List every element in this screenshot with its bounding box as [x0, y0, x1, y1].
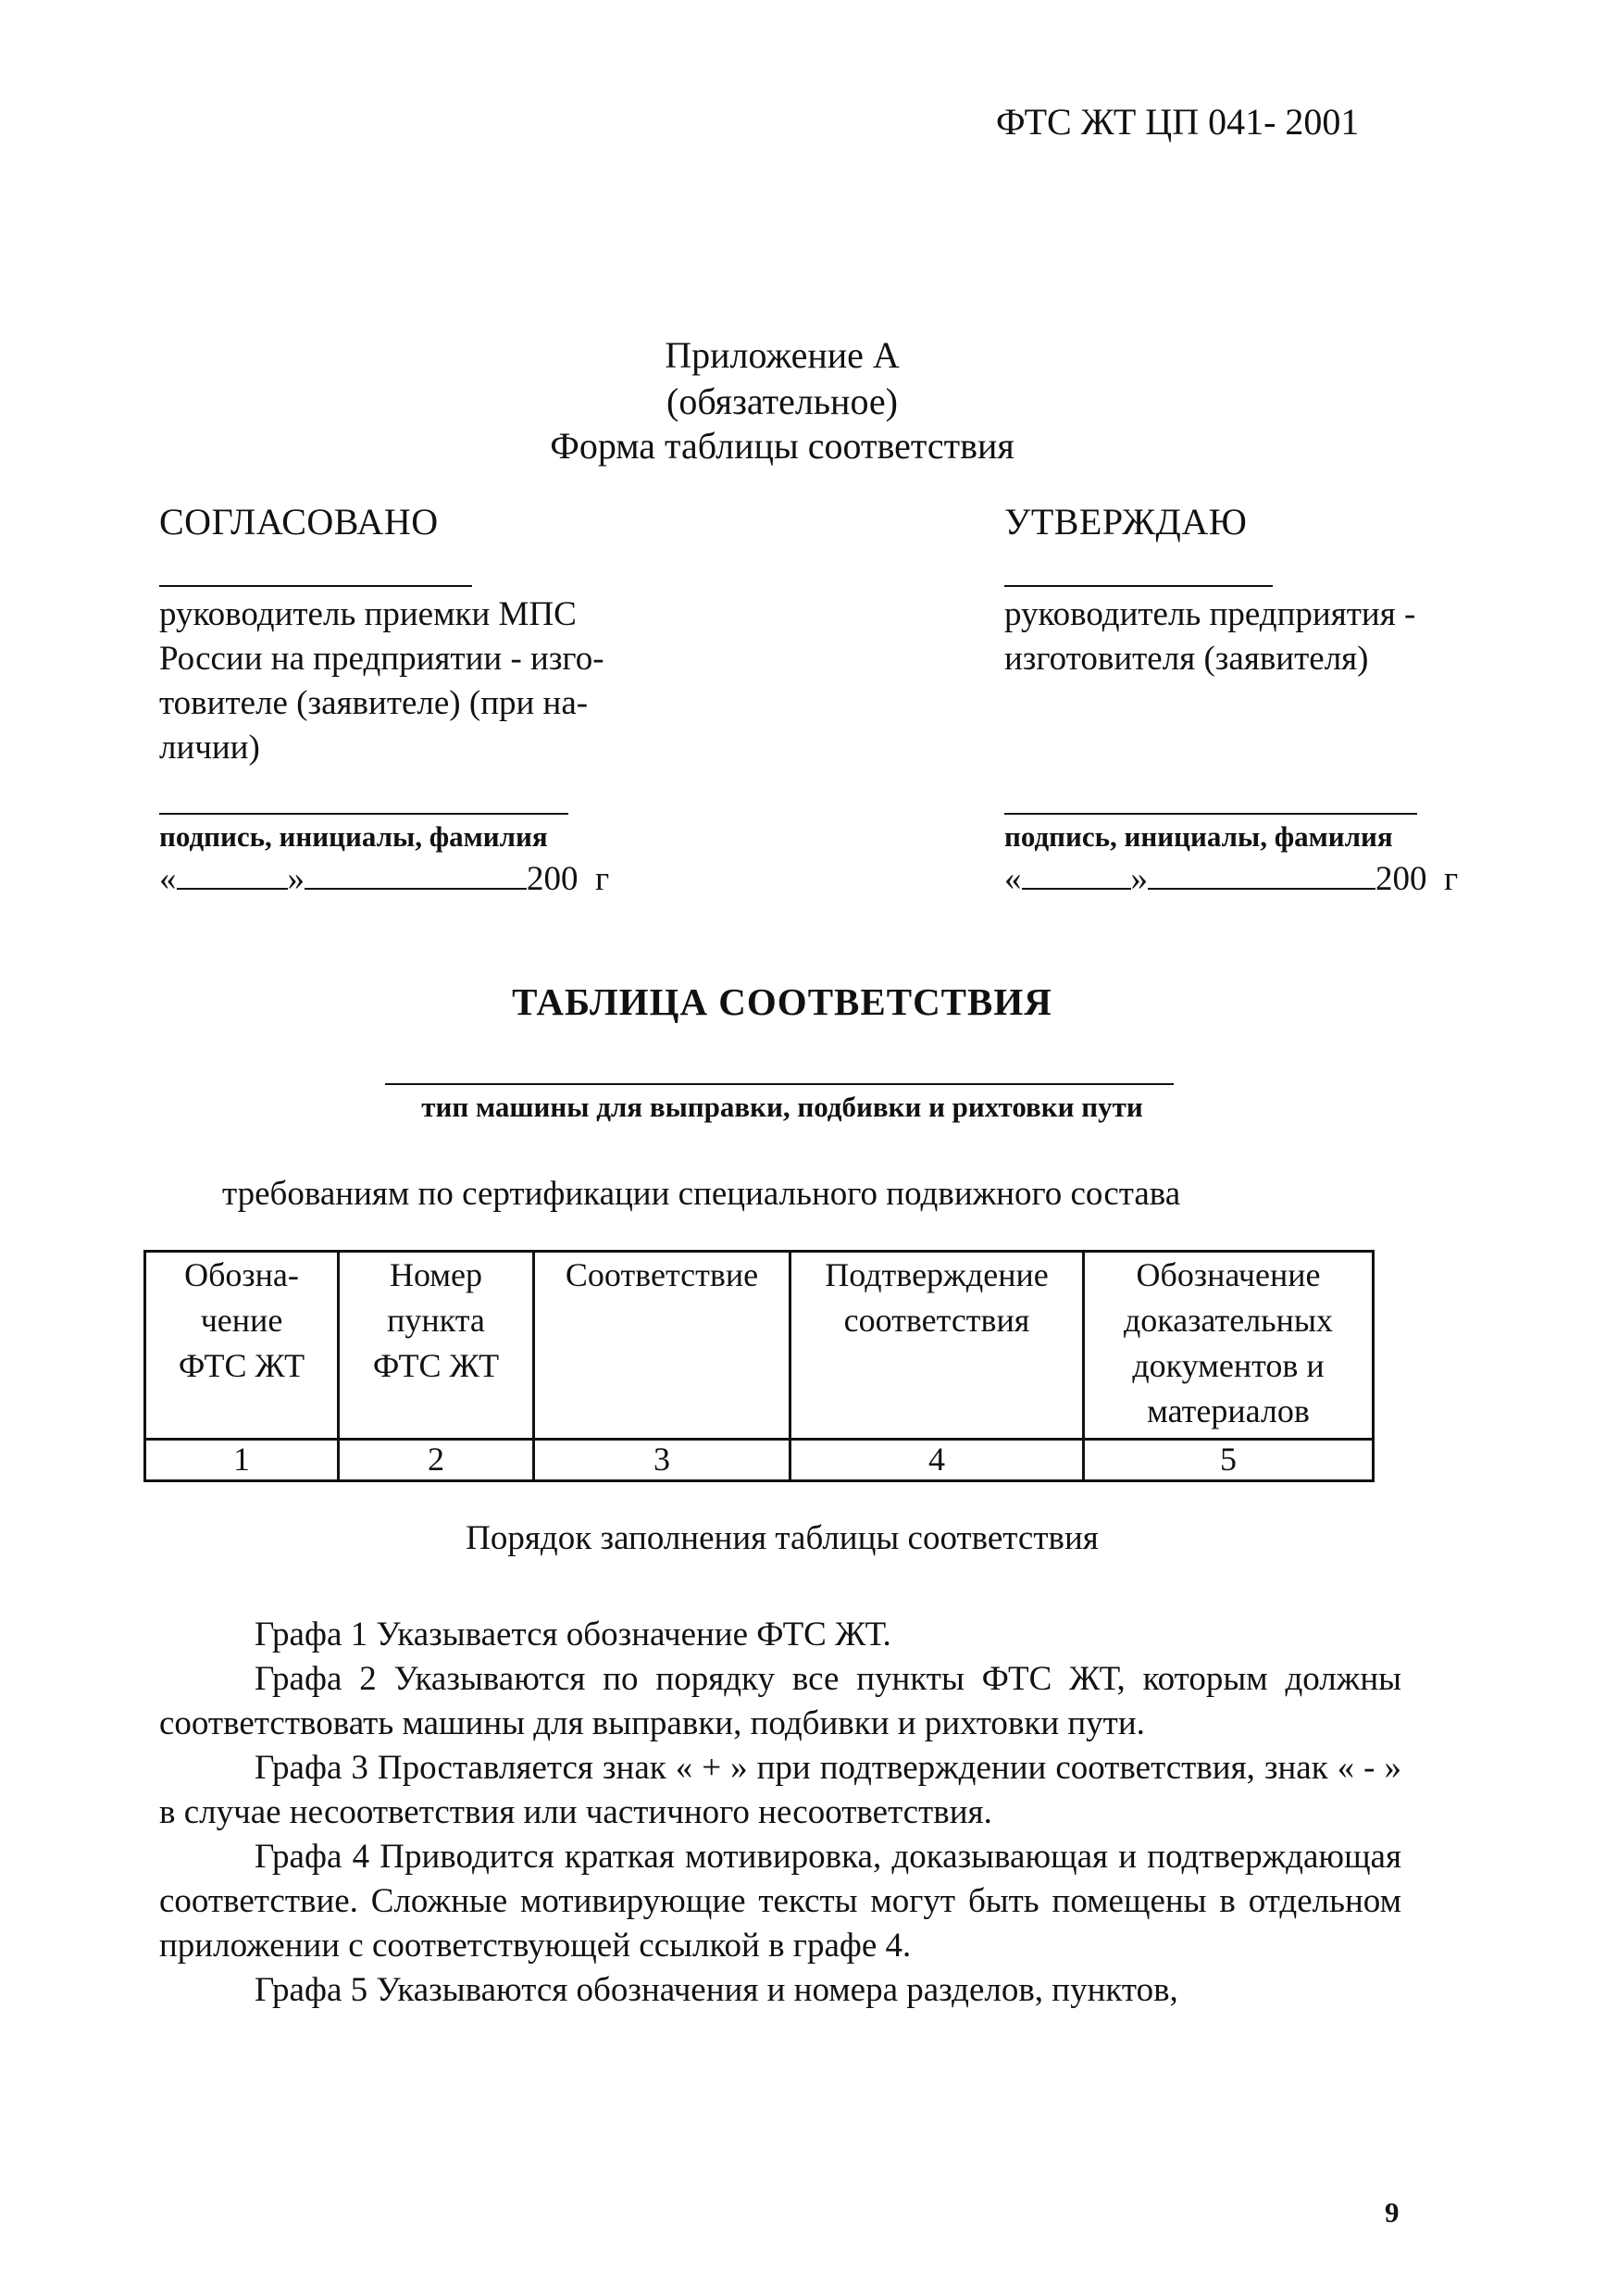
- agreed-line-4: личии): [159, 729, 260, 767]
- agreed-position-line: [159, 585, 472, 587]
- column-number-3: 3: [534, 1440, 790, 1481]
- header-text-evidence-documents: Обозначение доказательных документов и материалов: [1123, 1256, 1334, 1429]
- conformity-table-title: ТАБЛИЦА СООТВЕТСТВИЯ: [512, 980, 1052, 1023]
- requirements-line: требованиям по сертификации специального подвижного состава: [222, 1175, 1181, 1213]
- header-cell-designation: [145, 1252, 339, 1440]
- agreed-day-blank: [177, 860, 288, 890]
- agreed-line-2: России на предприятии - изго-: [159, 640, 604, 678]
- agreed-date-close-quote: »: [287, 860, 305, 898]
- approved-line-2: изготовителя (заявителя): [1004, 640, 1369, 678]
- approved-heading: УТВЕРЖДАЮ: [1004, 501, 1248, 543]
- conformity-table: [143, 1250, 1375, 1482]
- instruction-paragraph-2: Графа 2 Указываются по порядку все пункты ФТС ЖТ, которым должны соответствовать машины для выправки, подбивки и рихтовки пути.: [159, 1660, 1401, 1742]
- instructions-body: [159, 1613, 1401, 2013]
- header-text-clause-number: Номер пункта ФТС ЖТ: [372, 1256, 500, 1384]
- column-number-2: 2: [339, 1440, 534, 1481]
- agreed-heading: СОГЛАСОВАНО: [159, 501, 439, 543]
- approved-signature-caption: подпись, инициалы, фамилия: [1004, 820, 1393, 853]
- agreed-position-text: [159, 593, 604, 770]
- approved-date-close-quote: »: [1130, 860, 1148, 898]
- approved-date-row: [1004, 859, 1458, 899]
- instruction-paragraph-5: Графа 5 Указываются обозначения и номера разделов, пунктов,: [255, 1971, 1178, 2009]
- appendix-title: Приложение А: [665, 334, 900, 376]
- page-number: 9: [1385, 2196, 1400, 2228]
- machine-type-caption: тип машины для выправки, подбивки и рихтовки пути: [421, 1091, 1143, 1123]
- agreed-date-open-quote: «: [159, 860, 177, 898]
- header-cell-confirmation: [790, 1252, 1084, 1440]
- approved-position-text: [1004, 593, 1415, 681]
- column-number-5: 5: [1084, 1440, 1374, 1481]
- instruction-paragraph-3: Графа 3 Проставляется знак « + » при подтверждении соответствия, знак « - » в случае несоответствия или частичного несоответствия.: [159, 1749, 1401, 1831]
- agreed-line-3: товителе (заявителе) (при на-: [159, 684, 589, 722]
- table-number-row: [145, 1440, 1374, 1481]
- approved-line-1: руководитель предприятия -: [1004, 595, 1416, 633]
- approved-date-year: 200 г: [1375, 860, 1459, 898]
- approved-position-line: [1004, 585, 1273, 587]
- agreed-date-row: [159, 859, 609, 899]
- document-code: ФТС ЖТ ЦП 041- 2001: [996, 101, 1360, 143]
- instruction-paragraph-4: Графа 4 Приводится краткая мотивировка, доказывающая и подтверждающая соответствие. Сложные мотивирующие тексты могут быть помещены в отдельном приложении с соответствующей ссылкой в графе 4.: [159, 1838, 1401, 1965]
- table-header-row: [145, 1252, 1374, 1440]
- header-text-designation: Обозна- чение ФТС ЖТ: [178, 1256, 305, 1384]
- column-number-4: 4: [790, 1440, 1084, 1481]
- agreed-signature-line: [159, 813, 568, 815]
- agreed-month-blank: [305, 860, 527, 890]
- header-cell-evidence-documents: [1084, 1252, 1374, 1440]
- header-cell-conformity: [534, 1252, 790, 1440]
- instruction-paragraph-1: Графа 1 Указывается обозначение ФТС ЖТ.: [255, 1616, 891, 1653]
- approved-month-blank: [1148, 860, 1375, 890]
- header-cell-clause-number: [339, 1252, 534, 1440]
- instructions-title: Порядок заполнения таблицы соответствия: [466, 1519, 1099, 1557]
- machine-type-line: [385, 1083, 1174, 1085]
- approved-signature-line: [1004, 813, 1417, 815]
- header-text-conformity: Соответствие: [565, 1256, 759, 1293]
- approved-day-blank: [1022, 860, 1131, 890]
- agreed-line-1: руководитель приемки МПС: [159, 595, 577, 633]
- column-number-1: 1: [145, 1440, 339, 1481]
- agreed-signature-caption: подпись, инициалы, фамилия: [159, 820, 548, 853]
- agreed-date-year: 200 г: [527, 860, 610, 898]
- appendix-subtitle: Форма таблицы соответствия: [550, 425, 1014, 467]
- appendix-status: (обязательное): [666, 381, 898, 422]
- approved-date-open-quote: «: [1004, 860, 1022, 898]
- header-text-confirmation: Подтверждение соответствия: [825, 1256, 1049, 1339]
